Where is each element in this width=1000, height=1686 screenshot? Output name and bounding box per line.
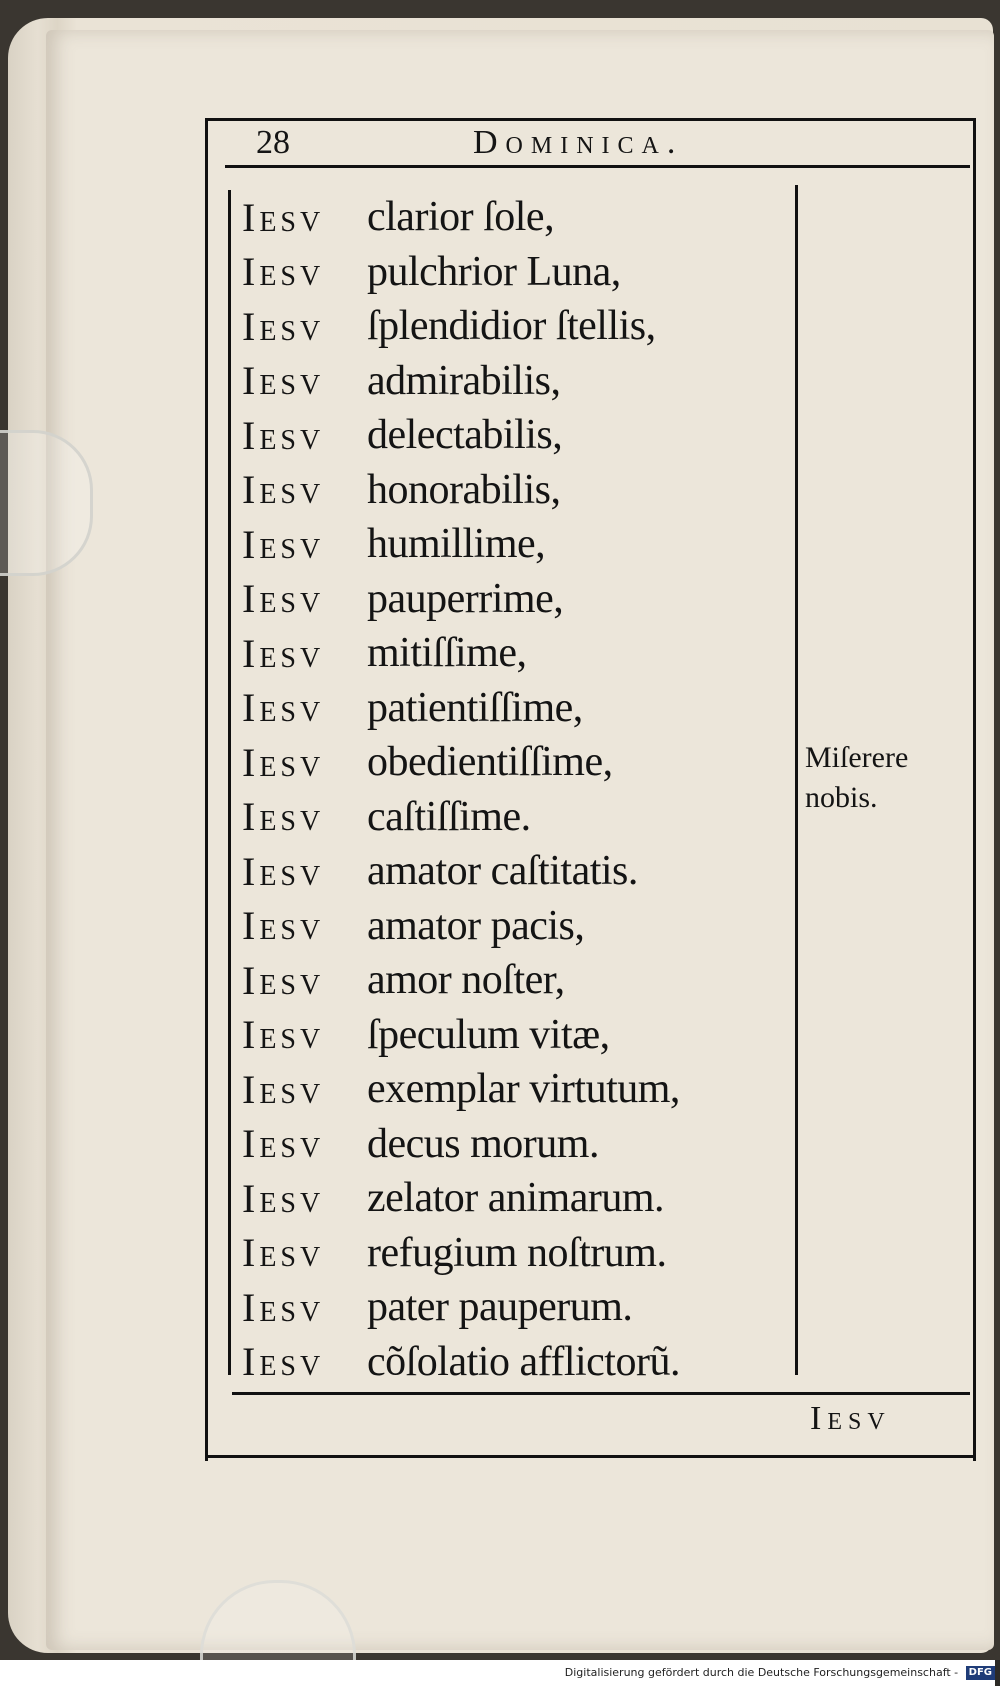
invocation-epithet: refugium noſtrum. bbox=[367, 1229, 667, 1276]
footer-rule bbox=[232, 1392, 970, 1395]
page-header bbox=[238, 118, 958, 168]
invocation-name: Iesv bbox=[242, 1284, 325, 1330]
invocation-name: Iesv bbox=[242, 303, 325, 349]
invocation-name: Iesv bbox=[242, 739, 325, 785]
litany-row bbox=[242, 572, 782, 627]
litany-row bbox=[242, 1171, 782, 1226]
invocation-epithet: amator pacis, bbox=[367, 902, 585, 949]
response-brace bbox=[785, 185, 798, 1375]
catchword: Iesv bbox=[810, 1400, 891, 1437]
response-line: Miſerere bbox=[805, 741, 909, 774]
litany-row bbox=[242, 1117, 782, 1172]
invocation-epithet: ſplendidior ſtellis, bbox=[367, 303, 656, 350]
frame-bottom-rule bbox=[205, 1455, 973, 1458]
invocation-epithet: delectabilis, bbox=[367, 412, 563, 459]
litany-row bbox=[242, 517, 782, 572]
litany-row bbox=[242, 190, 782, 245]
dfg-logo: DFG bbox=[966, 1666, 995, 1680]
invocation-name: Iesv bbox=[242, 685, 325, 731]
invocation-epithet: pauperrime, bbox=[367, 575, 564, 622]
digitization-credit bbox=[0, 1660, 995, 1686]
litany-row bbox=[242, 1226, 782, 1281]
invocation-epithet: exemplar virtutum, bbox=[367, 1066, 680, 1113]
invocation-name: Iesv bbox=[242, 249, 325, 295]
invocation-name: Iesv bbox=[242, 1339, 325, 1385]
invocation-epithet: decus morum. bbox=[367, 1120, 599, 1167]
invocation-epithet: amator caſtitatis. bbox=[367, 848, 638, 895]
invocation-name: Iesv bbox=[242, 358, 325, 404]
invocation-name: Iesv bbox=[242, 630, 325, 676]
invocation-epithet: ſpeculum vitæ, bbox=[367, 1011, 610, 1058]
litany-row bbox=[242, 790, 782, 845]
invocation-name: Iesv bbox=[242, 194, 325, 240]
invocation-name: Iesv bbox=[242, 1175, 325, 1221]
litany-row bbox=[242, 735, 782, 790]
litany-row bbox=[242, 1008, 782, 1063]
invocation-name: Iesv bbox=[242, 957, 325, 1003]
response-line: nobis. bbox=[805, 781, 878, 814]
litany-row bbox=[242, 626, 782, 681]
litany-row bbox=[242, 463, 782, 518]
litany-row bbox=[242, 953, 782, 1008]
invocation-name: Iesv bbox=[242, 576, 325, 622]
invocation-epithet: humillime, bbox=[367, 521, 546, 568]
invocation-name: Iesv bbox=[242, 1066, 325, 1112]
invocation-name: Iesv bbox=[242, 794, 325, 840]
inner-left-rule bbox=[228, 190, 231, 1375]
plastic-clip-left bbox=[0, 430, 93, 576]
litany-list bbox=[242, 190, 782, 1389]
invocation-epithet: obedientiſſime, bbox=[367, 739, 613, 786]
page-number: 28 bbox=[256, 124, 290, 161]
invocation-name: Iesv bbox=[242, 1012, 325, 1058]
invocation-name: Iesv bbox=[242, 467, 325, 513]
litany-row bbox=[242, 1335, 782, 1390]
invocation-epithet: amor noſter, bbox=[367, 957, 565, 1004]
invocation-epithet: patientiſſime, bbox=[367, 684, 583, 731]
credit-text: Digitalisierung gefördert durch die Deutsche Forschungsgemeinschaft - bbox=[564, 1666, 959, 1679]
invocation-name: Iesv bbox=[242, 1121, 325, 1167]
litany-row bbox=[242, 899, 782, 954]
invocation-name: Iesv bbox=[242, 521, 325, 567]
invocation-epithet: pater pauperum. bbox=[367, 1284, 633, 1331]
invocation-name: Iesv bbox=[242, 903, 325, 949]
litany-row bbox=[242, 354, 782, 409]
invocation-epithet: honorabilis, bbox=[367, 466, 561, 513]
invocation-epithet: clarior ſole, bbox=[367, 194, 555, 241]
invocation-name: Iesv bbox=[242, 848, 325, 894]
invocation-epithet: cõſolatio afflictorũ. bbox=[367, 1338, 680, 1385]
invocation-epithet: mitiſſime, bbox=[367, 630, 527, 677]
invocation-name: Iesv bbox=[242, 412, 325, 458]
invocation-name: Iesv bbox=[242, 1230, 325, 1276]
litany-row bbox=[242, 681, 782, 736]
invocation-epithet: admirabilis, bbox=[367, 357, 561, 404]
litany-row bbox=[242, 408, 782, 463]
litany-row bbox=[242, 245, 782, 300]
response-text bbox=[805, 738, 908, 818]
running-head: Dominica. bbox=[473, 124, 684, 161]
litany-row bbox=[242, 1062, 782, 1117]
litany-row bbox=[242, 1280, 782, 1335]
invocation-epithet: zelator animarum. bbox=[367, 1175, 665, 1222]
invocation-epithet: caſtiſſime. bbox=[367, 793, 531, 840]
invocation-epithet: pulchrior Luna, bbox=[367, 248, 621, 295]
litany-row bbox=[242, 299, 782, 354]
litany-row bbox=[242, 844, 782, 899]
